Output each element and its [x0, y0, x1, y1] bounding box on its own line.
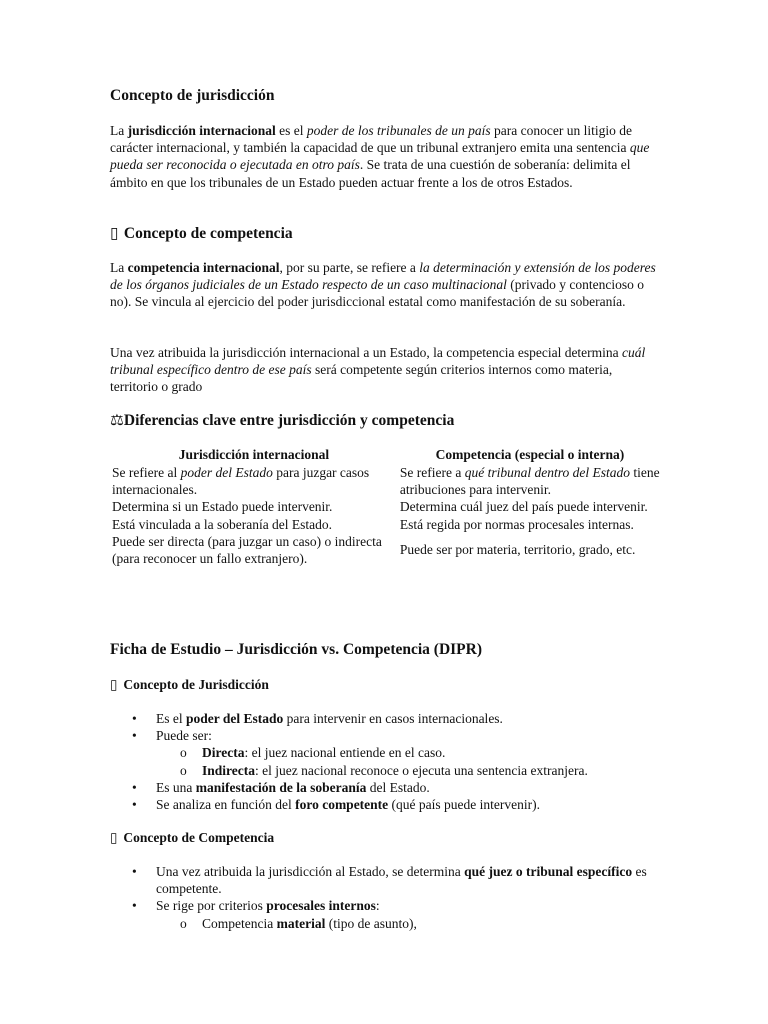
- comparison-table: [110, 446, 662, 567]
- competencia-bullet-list: [110, 863, 670, 932]
- jurisdiccion-bullet-list: [110, 710, 670, 813]
- section-title-jurisdiccion: Concepto de jurisdicción: [110, 87, 275, 104]
- table-cell: Se refiere al poder del Estado para juzgar casos internacionales.: [112, 465, 370, 498]
- table-cell: Puede ser directa (para juzgar un caso) o indirecta (para reconocer un fallo extranjero).: [112, 533, 382, 567]
- bullet-icon: •: [132, 898, 137, 914]
- table-cell: Puede ser por materia, territorio, grado, etc.: [399, 542, 636, 558]
- missing-glyph-icon: ▯: [110, 677, 118, 692]
- paragraph-competencia: La competencia internacional, por su parte, se refiere a la determinación y extensión de los poderes de los órganos judiciales de un Estado respecto de un caso multinacional (privado y contencioso o no). Se vincula al ejercicio del poder jurisdiccional estatal como manifestación de su soberanía.: [110, 260, 656, 310]
- sub-bullet-icon: o: [180, 762, 187, 778]
- bullet-icon: •: [132, 779, 137, 795]
- table-row: [110, 533, 662, 567]
- list-item: o Directa: el juez nacional entiende en el caso.: [180, 745, 446, 761]
- list-item: • Se analiza en función del foro competente (qué país puede intervenir).: [132, 797, 540, 813]
- table-header-row: [110, 446, 662, 464]
- table-row: [110, 516, 662, 533]
- missing-glyph-icon: ▯: [110, 225, 119, 242]
- table-cell: Está regida por normas procesales internas.: [399, 516, 634, 532]
- sub-bullet-icon: o: [180, 915, 187, 931]
- paragraph-competencia-especial: Una vez atribuida la jurisdicción internacional a un Estado, la competencia especial determina cuál tribunal específico dentro de ese país será competente según criterios internos como materia, territorio o grado: [110, 345, 646, 395]
- section-title-ficha: Ficha de Estudio – Jurisdicción vs. Competencia (DIPR): [110, 641, 482, 658]
- bullet-icon: •: [132, 711, 137, 726]
- list-item: o Indirecta: el juez nacional reconoce o ejecuta una sentencia extranjera.: [180, 762, 588, 778]
- bullet-icon: •: [132, 728, 137, 744]
- table-row: [110, 498, 662, 515]
- sub-bullet-icon: o: [180, 745, 187, 761]
- table-cell: Se refiere a qué tribunal dentro del Estado tiene atribuciones para intervenir.: [399, 465, 660, 498]
- missing-glyph-icon: ▯: [110, 830, 118, 845]
- table-row: [110, 464, 662, 498]
- subsection-title-jurisdiccion: ▯ Concepto de Jurisdicción: [110, 677, 269, 692]
- paragraph-jurisdiccion: La jurisdicción internacional es el poder de los tribunales de un país para conocer un litigio de carácter internacional, y también la capacidad de que un tribunal extranjero emita una sentencia que pueda ser reconocida o ejecutada en otro país. Se trata de una cuestión de soberanía: delimita el ámbito en que los tribunales de un Estado pueden actuar frente a los de otros Estados.: [110, 123, 650, 190]
- section-title-diferencias: ⚖ Diferencias clave entre jurisdicción y competencia: [110, 412, 455, 429]
- table-cell: Determina cuál juez del país puede intervenir.: [399, 499, 648, 515]
- scales-icon: ⚖: [110, 412, 124, 429]
- list-item: • Una vez atribuida la jurisdicción al Estado, se determina qué juez o tribunal específico es competente.: [132, 864, 647, 897]
- bullet-icon: •: [132, 864, 137, 879]
- list-item: • Es el poder del Estado para intervenir en casos internacionales.: [132, 711, 503, 726]
- bullet-icon: •: [132, 797, 137, 813]
- subsection-title-competencia: ▯ Concepto de Competencia: [110, 830, 275, 845]
- list-item: • Es una manifestación de la soberanía del Estado.: [132, 779, 430, 795]
- table-header-jurisdiccion: Jurisdicción internacional: [178, 447, 330, 462]
- table-cell: Determina si un Estado puede intervenir.: [112, 499, 333, 515]
- list-item: o Competencia material (tipo de asunto),: [180, 915, 417, 931]
- list-item: • Puede ser:: [132, 728, 212, 744]
- table-cell: Está vinculada a la soberanía del Estado.: [112, 516, 333, 532]
- table-header-competencia: Competencia (especial o interna): [435, 447, 625, 462]
- section-title-competencia: ▯ Concepto de competencia: [110, 225, 293, 242]
- list-item: • Se rige por criterios procesales internos:: [132, 898, 380, 914]
